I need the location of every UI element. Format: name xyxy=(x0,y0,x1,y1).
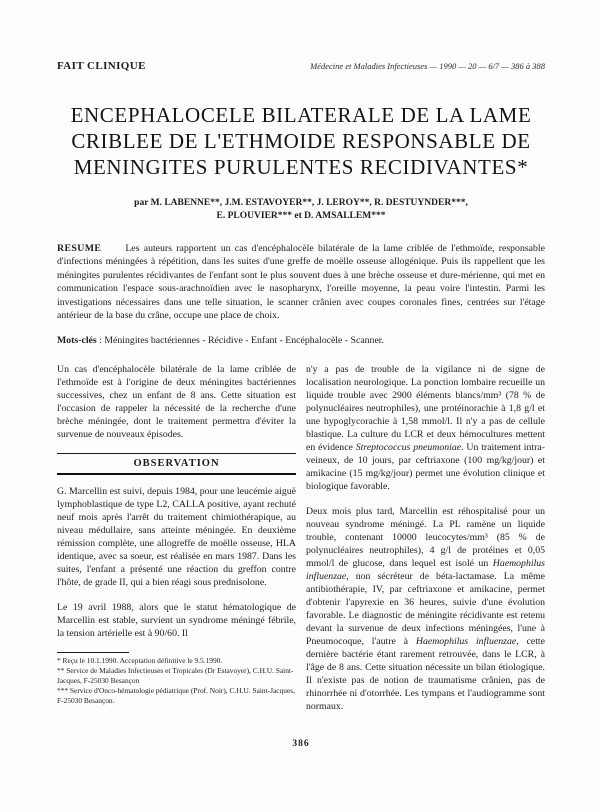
two-column-body xyxy=(57,363,545,725)
authors-line-1: par M. LABENNE**, J.M. ESTAVOYER**, J. LEROY**, R. DESTUYNDER***, xyxy=(134,198,468,208)
journal-reference: Médecine et Maladies Infectieuses — 1990 — 20 — 6/7 — 386 à 388 xyxy=(310,61,545,71)
keywords-text: : Méningites bactériennes - Récidive - Enfant - Encéphalocèle - Scanner. xyxy=(99,335,384,347)
footnote-divider xyxy=(57,652,129,653)
keywords-line xyxy=(57,335,545,346)
article-title-line: MENINGITES PURULENTES RECIDIVANTES* xyxy=(73,155,529,179)
intro-paragraph: Un cas d'encéphalocèle bilatérale de la lame criblée de l'ethmoïde est à l'origine de deux méningites bactériennes successives, chez un enfant de 8 ans. Cette situation est l'occasion de rappeler la nécessité de la recherche d'une brèche méningée, dont le traitement permettra d'éviter la survenue de nouveaux épisodes. xyxy=(57,364,296,441)
authors-line-2: E. PLOUVIER*** et D. AMSALLEM*** xyxy=(216,210,386,221)
abstract-label: RESUME xyxy=(57,243,102,254)
authors-block xyxy=(57,197,545,222)
page-number: 386 xyxy=(292,739,310,750)
footnotes-block xyxy=(57,652,296,705)
footnote-list xyxy=(57,656,296,705)
observation-paragraphs xyxy=(57,485,296,640)
abstract-text: Les auteurs rapportent un cas d'encéphalocèle bilatérale de la lame criblée de l'ethmoïde, responsable d'infections méningées à répétition, dans les suites d'une greffe de moëlle osseuse allogénique. Puis ils rappellent que les méningites purulentes récidivantes de l'enfant sont le plus souvent dues à une brèche osseuse et dure-mérienne, qui met en communication l'espace sous-arachnoïdien avec le nasopharynx, l'oreille moyenne, la peau voire l'intestin. Parmi les investigations nécessaires dans une telle situation, le scanner crânien avec coupes coronales fines, centrées sur l'étage antérieur de la base du crâne, occupe une place de choix. xyxy=(57,243,545,322)
keywords-label: Mots-clés xyxy=(57,335,97,347)
footnote: * Reçu le 10.1.1990. Acceptation définitive le 9.5.1990. xyxy=(57,656,223,666)
article-title xyxy=(57,102,545,180)
page-header xyxy=(57,60,545,72)
section-heading-observation: OBSERVATION xyxy=(133,458,220,470)
paragraph: n'y a pas de trouble de la vigilance ni de signe de localisation neurologique. La ponction lombaire recueille un liquide trouble avec 2900 éléments blancs/mm³ (78 % de polynucléaires neutrophiles), une protéinorachie à 1,8 g/l et une hypoglycorachie à 1,58 mmol/l. Il n'y a pas de cellule blastique. La culture du LCR et deux hémocultures mettent en évidence Streptococcus pneumoniae. Un traitement intra-veineux, de 10 jours, par ceftriaxone (100 mg/kg/jour) et amikacine (15 mg/kg/jour) permet une évolution clinique et biologique favorable. xyxy=(306,364,545,493)
paragraph: Le 19 avril 1988, alors que le statut hématologique de Marcellin est stable, survient un syndrome méningé fébrile, la tension artérielle est à 90/60. Il xyxy=(57,602,296,640)
section-label: FAIT CLINIQUE xyxy=(57,60,146,72)
section-divider-top xyxy=(57,453,296,454)
article-title-line: ENCEPHALOCELE BILATERALE DE LA LAME xyxy=(70,103,532,127)
abstract xyxy=(57,242,545,322)
section-divider-bottom xyxy=(57,473,296,475)
paragraph: Deux mois plus tard, Marcellin est réhospitalisé pour un nouveau syndrome méningé. La PL ramène un liquide trouble, contenant 10000 leucocytes/mm³ (85 % de polynucléaires neutrophiles), 4 g/l de protéines et 0,05 mmol/l de glucose, dans lequel est isolé un Haemophilus influenzae, non sécréteur de béta-lactamase. La même antibiothérapie, IV, par ceftriaxone et amikacine, permet d'obtenir l'apyrexie en 36 heures, suivie d'une évolution favorable. Le diagnostic de méningite récidivante est retenu devant la survenue de deux infections méningées, l'une à Pneumocoque, l'autre à Haemophilus influenzae, cette dernière bactérie étant rarement retrouvée, dans le LCR, à l'âge de 8 ans. Cette situation nécessite un bilan étiologique. Il n'existe pas de notion de traumatisme crânien, pas de rhinorrhée ni d'otorrhée. Les tympans et l'audiogramme sont normaux. xyxy=(306,506,546,713)
footnote: *** Service d'Onco-hématologie pédiatrique (Prof. Noir), C.H.U. Saint-Jacques, F-25030 Besançon. xyxy=(57,685,295,705)
footnote: ** Service de Maladies Infectieuses et Tropicales (Dr Estavoyer), C.H.U. Saint-Jacques, F-25030 Besançon xyxy=(57,666,294,686)
left-column xyxy=(57,363,296,725)
right-column-paragraphs xyxy=(306,363,545,713)
right-column xyxy=(306,363,545,725)
article-title-line: CRIBLEE DE L'ETHMOIDE RESPONSABLE DE xyxy=(71,129,531,153)
paragraph: G. Marcellin est suivi, depuis 1984, pour une leucémie aiguë lymphoblastique de type L2, CALLA positive, ayant rechuté neuf mois après l'arrêt du traitement chimiothérapique, au niveau médullaire, sans atteinte méningée. En deuxième rémission complète, une allogreffe de moëlle osseuse, HLA identique, avec sa soeur, est réalisée en mars 1987. Dans les suites, l'enfant a présenté une réaction du greffon contre l'hôte, de grade II, qui a bien réagi sous prednisolone. xyxy=(57,486,296,589)
